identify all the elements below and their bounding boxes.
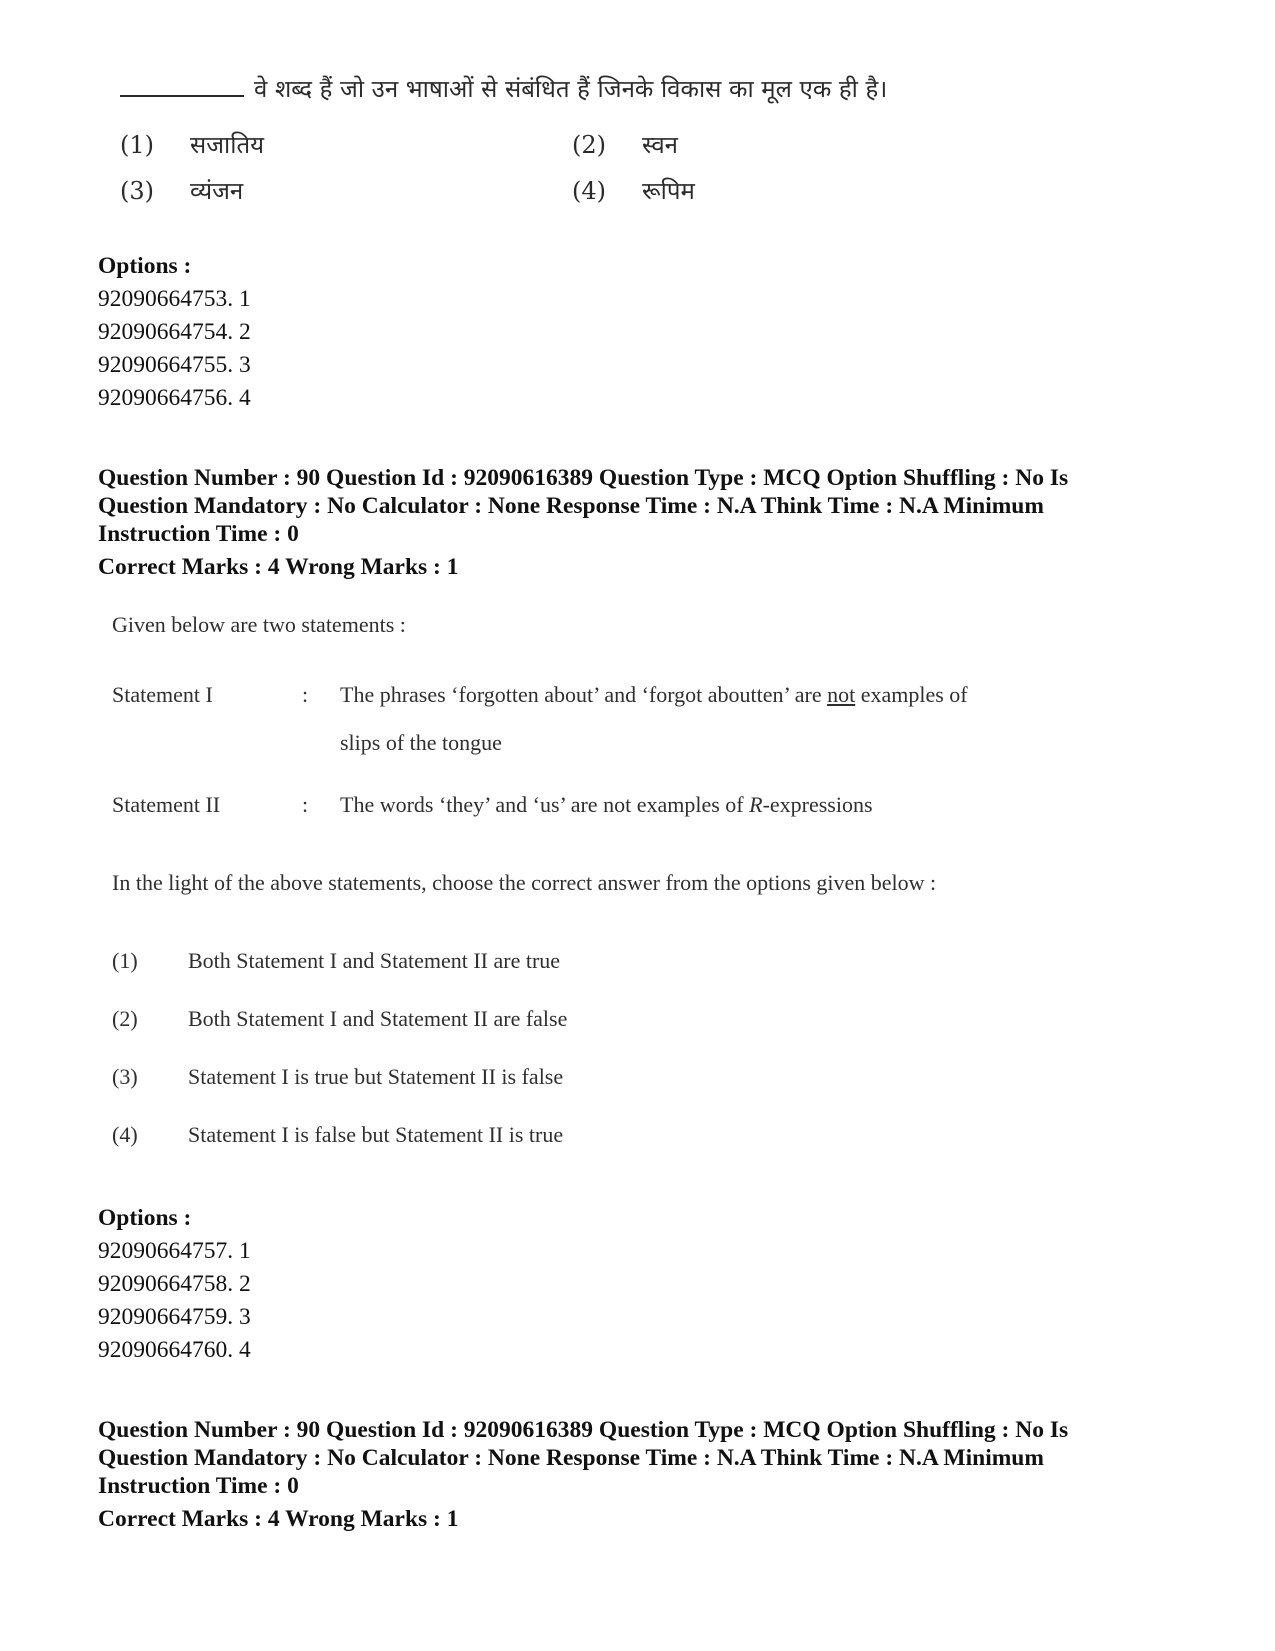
statement-colon: : — [302, 792, 309, 817]
hindi-option-3: (3) व्यंजन — [120, 177, 244, 205]
statement-1-continuation: slips of the tongue — [340, 730, 502, 755]
question-intro: Given below are two statements : — [112, 612, 406, 637]
statement-2-label: Statement II — [112, 792, 221, 817]
question-header: Question Number : 90 Question Id : 92090616389 Question Type : MCQ Option Shuffling : No Is Question Mandatory : No Calculator : None Response Time : N.A Think Time : N.A Minimum Instruction Time : 0 — [98, 465, 1069, 547]
next-question-header: Question Number : 90 Question Id : 92090616389 Question Type : MCQ Option Shuffling : No Is Question Mandatory : No Calculator : None Response Time : N.A Think Time : N.A Minimum Instruction Time : 0 — [98, 1417, 1069, 1499]
options-heading: Options : — [98, 1205, 192, 1231]
option-id-line: 92090664754. 2 — [98, 319, 251, 345]
hindi-option-1: (1) सजातिय — [120, 131, 265, 159]
hindi-option-2: (2) स्वन — [572, 131, 678, 159]
document-page: वे शब्द हैं जो उन भाषाओं से संबंधित हैं जिनके विकास का मूल एक ही है। (1) सजातिय (2) स्वन (3) व्यंजन (4) रूपिम Options : 92090664753. 1 92090664754. 2 92090664755. 3 92090664756. 4 Question Number : 90 Question Id : 92090616389 Question Type : MCQ Option Shuffling : No Is Question Mandatory : No Calculator : None Response Time : N.A Think Time : N.A Minimum Instruction Time : 0 Correct Marks : 4 Wrong Marks : 1 Given below are two statements : Statement I : The phrases ‘forgotten about’ and ‘forgot aboutten’ are not examples of slips of the tongue Statement II : The words ‘they’ and ‘us’ are not examples of R-expressions In the light of the above statements, choose the correct answer from the options given below : (1) Both Statement I and Statement II are true (2) Both Statement I and Statement II are false (3) Statement I is true but Statement II is false (4) Statement I is false but Statement II is true Options : 92090664757. 1 92090664758. 2 92090664759. 3 92090664760. 4 Question Number : 90 Question Id : 92090616389 Question Type : MCQ Option Shuffling : No Is Question Mandatory : No Calculator : None Response Time : N.A Think Time : N.A Minimum Instruction Time : 0 Correct Marks : 4 Wrong Marks : 1 — [0, 0, 1275, 1651]
hindi-stem-text: वे शब्द हैं जो उन भाषाओं से संबंधित हैं जिनके विकास का मूल एक ही है। — [254, 75, 888, 103]
options-block-2 — [98, 1202, 251, 1367]
options-block-1 — [98, 250, 251, 415]
option-id-line: 92090664753. 1 — [98, 286, 251, 312]
hindi-question-stem — [120, 72, 887, 105]
option-id-line: 92090664757. 1 — [98, 1238, 251, 1264]
option-id-line: 92090664756. 4 — [98, 385, 251, 411]
option-id-line: 92090664759. 3 — [98, 1304, 251, 1330]
question-marks: Correct Marks : 4 Wrong Marks : 1 — [98, 554, 459, 580]
statement-1-label: Statement I — [112, 682, 213, 707]
option-id-line: 92090664758. 2 — [98, 1271, 251, 1297]
options-heading: Options : — [98, 253, 192, 279]
option-id-line: 92090664760. 4 — [98, 1337, 251, 1363]
option-id-line: 92090664755. 3 — [98, 352, 251, 378]
hindi-option-4: (4) रूपिम — [572, 177, 695, 205]
statement-colon: : — [302, 682, 309, 707]
statement-1-text: The phrases ‘forgotten about’ and ‘forgot aboutten’ are not examples of — [340, 682, 968, 707]
question-instruction: In the light of the above statements, choose the correct answer from the options given below : — [112, 870, 937, 895]
statement-2-text: The words ‘they’ and ‘us’ are not examples of R-expressions — [340, 792, 873, 817]
next-question-marks: Correct Marks : 4 Wrong Marks : 1 — [98, 1506, 459, 1532]
fill-blank — [120, 77, 244, 97]
